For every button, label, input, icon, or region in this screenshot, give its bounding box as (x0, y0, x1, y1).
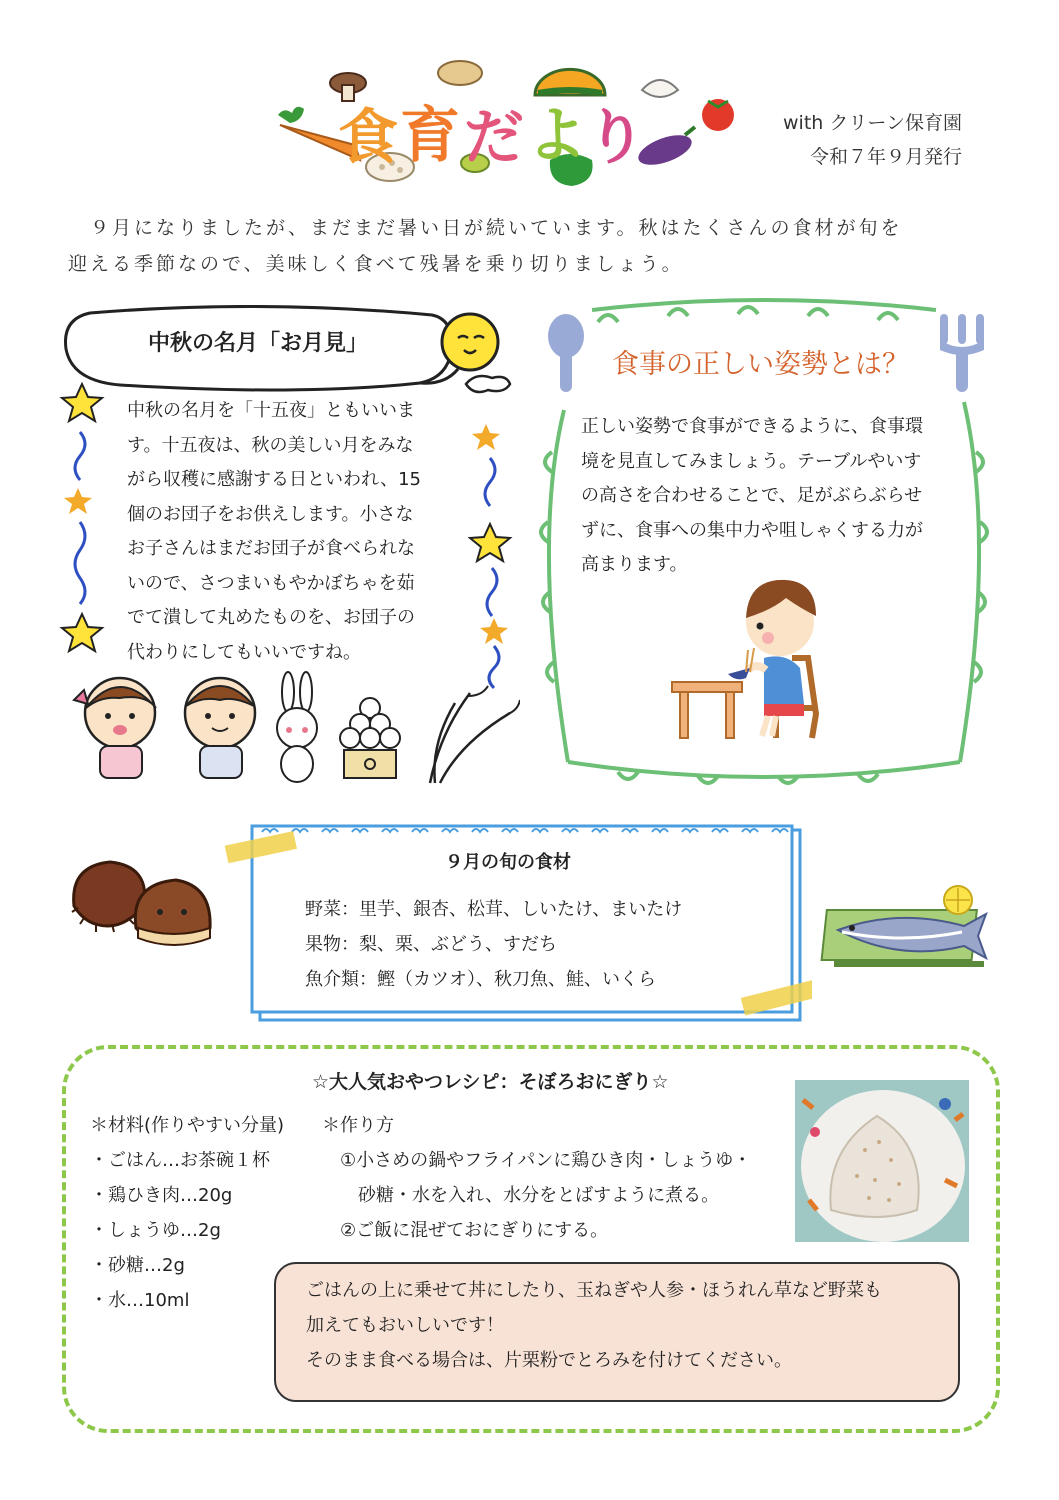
lemon-icon (944, 886, 972, 914)
posture-line: 正しい姿勢で食事ができるように、食事環 (581, 416, 923, 437)
garlic-icon (642, 80, 678, 97)
chestnut-icon (135, 880, 210, 945)
note-line: ごはんの上に乗せて丼にしたり、玉ねぎや人参・ほうれん草など野菜も (306, 1280, 882, 1301)
seasonal-heading: ９月の旬の食材 (445, 852, 571, 873)
tomato-icon (702, 99, 734, 131)
fork-icon (934, 310, 990, 394)
posture-line: ずに、食事への集中力や咀しゃくする力が (581, 519, 923, 541)
posture-line: 高まります。 (581, 554, 688, 575)
recipe-note (306, 1273, 946, 1378)
moon-right-decoration (468, 420, 516, 690)
title-char-5: り (586, 103, 646, 173)
star-icon (470, 524, 510, 561)
intro-paragraph (68, 210, 998, 282)
intro-line: 迎える季節なので、美味しく食べて残暑を乗り切りましょう。 (68, 253, 684, 275)
pampas-grass-icon (430, 686, 520, 783)
child-eating-illustration (668, 578, 838, 742)
moon-line: 代わりにしてもいいですね。 (127, 641, 361, 663)
star-icon (472, 424, 500, 450)
ingredient-item: ・水…10ml (90, 1290, 190, 1311)
moon-line: 中秋の名月を「十五夜」ともいいま (127, 400, 415, 421)
seasonal-line: 魚介類：鰹（カツオ）、秋刀魚、鮭、いくら (305, 969, 656, 990)
moon-viewing-illustration (60, 668, 520, 788)
recipe-heading: ☆大人気おやつレシピ：そぼろおにぎり☆ (312, 1071, 669, 1093)
moon-left-decoration (58, 380, 110, 670)
ingredient-item: ・ごはん…お茶碗１杯 (90, 1150, 270, 1171)
ingredients-title: ＊材料(作りやすい分量) (90, 1115, 285, 1136)
ingredient-item: ・砂糖…2g (90, 1255, 185, 1276)
girl-child-icon (74, 678, 156, 778)
dango-icon (340, 698, 400, 778)
saury-illustration (820, 880, 996, 980)
title-char-1: 食 (338, 103, 398, 173)
title-char-3: だ (464, 103, 524, 173)
nursery-name: with クリーン保育園 (783, 112, 962, 134)
posture-heading: 食事の正しい姿勢とは？ (612, 349, 909, 380)
ingredient-item: ・しょうゆ…2g (90, 1220, 221, 1241)
star-icon (62, 614, 102, 651)
issue-date: 令和７年９月発行 (809, 146, 962, 168)
moon-line: す。十五夜は、秋の美しい月をみな (127, 434, 414, 456)
step-line: 砂糖・水を入れ、水分をとばすように煮る。 (340, 1185, 720, 1206)
seasonal-line: 野菜：里芋、銀杏、松茸、しいたけ、まいたけ (305, 899, 683, 920)
moon-line: がら収穫に感謝する日といわれ、15 (127, 469, 421, 490)
posture-body (581, 410, 971, 583)
step-line: ①小さめの鍋やフライパンに鶏ひき肉・しょうゆ・ (340, 1150, 752, 1171)
chestnut-illustration (66, 850, 216, 950)
moon-icon (436, 308, 516, 400)
ingredient-item: ・鶏ひき肉…20g (90, 1185, 233, 1206)
moon-line: 個のお団子をお供えします。小さな (127, 503, 414, 525)
star-icon (64, 488, 92, 514)
moon-line: でて潰して丸めたものを、お団子の (127, 607, 415, 628)
boy-child-icon (185, 678, 255, 778)
moon-line: いので、さつまいもやかぼちゃを茹 (127, 572, 415, 594)
moon-body (127, 394, 467, 670)
note-line: そのまま食べる場合は、片栗粉でとろみを付けてください。 (306, 1350, 792, 1371)
chestnut-icon (72, 862, 145, 932)
seasonal-line: 果物：梨、栗、ぶどう、すだち (305, 934, 557, 955)
steps-title: ＊作り方 (322, 1115, 394, 1136)
star-icon (480, 618, 508, 644)
title-char-4: よ (527, 101, 587, 171)
seasonal-list (305, 892, 785, 997)
potato-icon (438, 61, 482, 85)
star-icon (62, 384, 102, 421)
title-char-2: 育 (400, 101, 460, 171)
intro-line: ９月になりましたが、まだまだ暑い日が続いています。秋はたくさんの食材が旬を (90, 217, 903, 239)
note-line: 加えてもおいしいです！ (306, 1315, 504, 1336)
moon-heading: 中秋の名月「お月見」 (148, 331, 369, 356)
rabbit-icon (277, 672, 317, 782)
posture-line: の高さを合わせることで、足がぶらぶらせ (581, 485, 923, 506)
steps-list (322, 1108, 792, 1248)
step-line: ②ご飯に混ぜておにぎりにする。 (340, 1220, 609, 1241)
spoon-icon (540, 312, 594, 394)
issue-info (740, 106, 962, 174)
onigiri-photo (795, 1080, 969, 1242)
posture-line: 境を見直してみましょう。テーブルやいす (581, 450, 922, 472)
moon-line: お子さんはまだお団子が食べられな (127, 538, 415, 559)
